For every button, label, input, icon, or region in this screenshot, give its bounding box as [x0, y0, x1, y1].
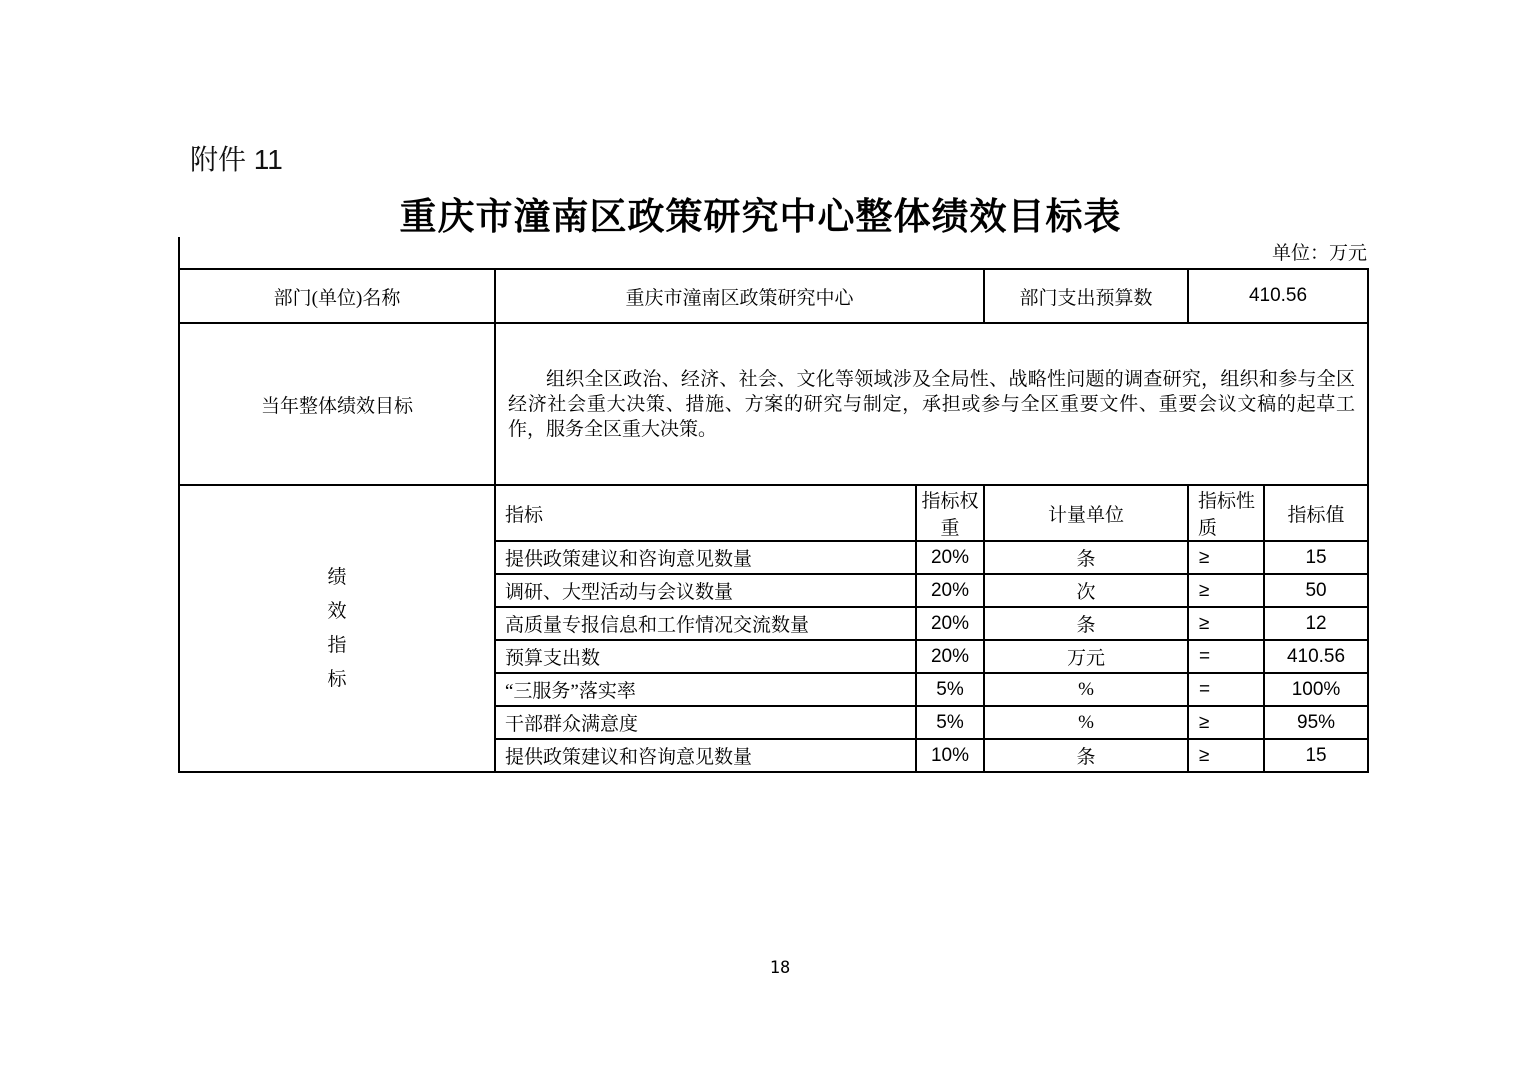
- indicator-nature: =: [1188, 673, 1264, 706]
- table-row-annual-goal: [179, 323, 1368, 485]
- indicator-header-row: [179, 485, 1368, 541]
- dept-name-label: 部门(单位)名称: [179, 269, 495, 323]
- section-label-cell: [179, 485, 495, 772]
- indicator-value: 12: [1264, 607, 1368, 640]
- table-left-border-stub: [178, 237, 180, 269]
- budget-value: 410.56: [1188, 269, 1368, 323]
- col-header-nature: 指标性质: [1188, 485, 1264, 541]
- col-header-unit: 计量单位: [984, 485, 1188, 541]
- indicator-value: 15: [1264, 541, 1368, 574]
- annual-goal-label: 当年整体绩效目标: [179, 323, 495, 485]
- indicator-weight: 20%: [916, 607, 984, 640]
- dept-name-value: 重庆市潼南区政策研究中心: [495, 269, 984, 323]
- indicator-weight: 5%: [916, 706, 984, 739]
- indicator-nature: ≥: [1188, 739, 1264, 772]
- indicator-unit: %: [984, 673, 1188, 706]
- indicator-name: “三服务”落实率: [495, 673, 916, 706]
- indicator-nature: ≥: [1188, 574, 1264, 607]
- col-header-weight: 指标权重: [916, 485, 984, 541]
- budget-label: 部门支出预算数: [984, 269, 1188, 323]
- annual-goal-cell: [495, 323, 1368, 485]
- indicator-name: 调研、大型活动与会议数量: [495, 574, 916, 607]
- indicator-value: 100%: [1264, 673, 1368, 706]
- indicator-weight: 20%: [916, 574, 984, 607]
- page-number: 18: [769, 958, 791, 978]
- indicator-value: 95%: [1264, 706, 1368, 739]
- indicator-unit: 次: [984, 574, 1188, 607]
- page-title: 重庆市潼南区政策研究中心整体绩效目标表: [399, 197, 1122, 238]
- annual-goal-text: 组织全区政治、经济、社会、文化等领域涉及全局性、战略性问题的调查研究，组织和参与全区经济社会重大决策、措施、方案的研究与制定，承担或参与全区重要文件、重要会议文稿的起草工作，服务全区重大决策。: [508, 368, 1356, 440]
- indicator-unit: 条: [984, 607, 1188, 640]
- indicator-unit: 条: [984, 541, 1188, 574]
- table-row-department: [179, 269, 1368, 323]
- indicator-unit: %: [984, 706, 1188, 739]
- indicator-name: 提供政策建议和咨询意见数量: [495, 541, 916, 574]
- indicator-weight: 5%: [916, 673, 984, 706]
- indicator-name: 干部群众满意度: [495, 706, 916, 739]
- indicator-nature: ≥: [1188, 607, 1264, 640]
- indicator-value: 410.56: [1264, 640, 1368, 673]
- indicator-nature: =: [1188, 640, 1264, 673]
- col-header-indicator: 指标: [495, 485, 916, 541]
- indicator-weight: 10%: [916, 739, 984, 772]
- indicator-weight: 20%: [916, 541, 984, 574]
- performance-target-table: [178, 268, 1369, 773]
- indicator-unit: 万元: [984, 640, 1188, 673]
- section-label: 绩效指标: [327, 566, 347, 690]
- indicator-name: 预算支出数: [495, 640, 916, 673]
- indicator-value: 50: [1264, 574, 1368, 607]
- col-header-value: 指标值: [1264, 485, 1368, 541]
- indicator-name: 提供政策建议和咨询意见数量: [495, 739, 916, 772]
- attachment-label: 附件 11: [190, 144, 283, 175]
- indicator-name: 高质量专报信息和工作情况交流数量: [495, 607, 916, 640]
- unit-note: 单位：万元: [1271, 243, 1367, 264]
- indicator-unit: 条: [984, 739, 1188, 772]
- indicator-weight: 20%: [916, 640, 984, 673]
- indicator-value: 15: [1264, 739, 1368, 772]
- indicator-nature: ≥: [1188, 706, 1264, 739]
- indicator-nature: ≥: [1188, 541, 1264, 574]
